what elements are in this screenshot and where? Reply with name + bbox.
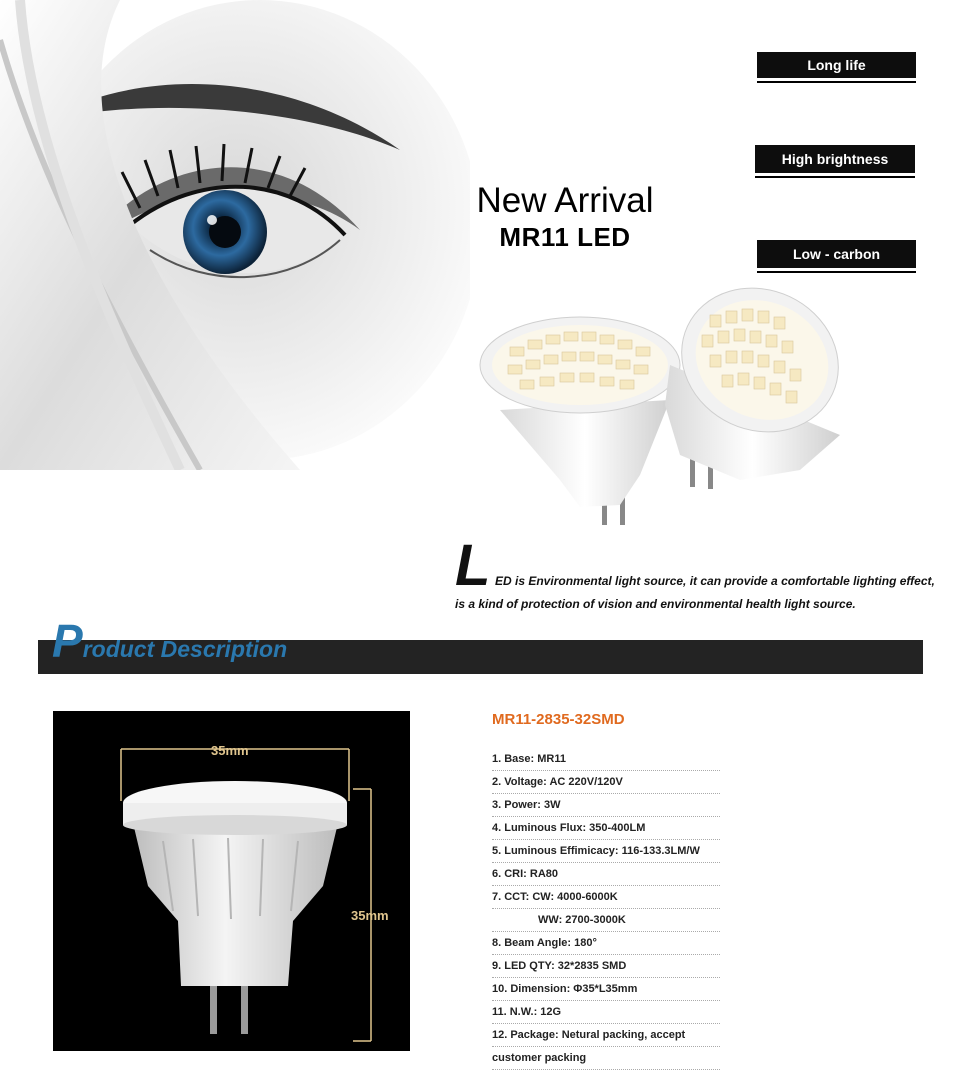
feature-tag-high-brightness: High brightness [755, 145, 915, 176]
spec-row: 5. Luminous Effimicacy: 116-133.3LM/W [492, 840, 720, 863]
section-title [52, 614, 287, 668]
headline-new-arrival: New Arrival [476, 181, 654, 220]
spec-row: 8. Beam Angle: 180° [492, 932, 720, 955]
feature-tag-low-carbon: Low - carbon [757, 240, 916, 271]
headline-product-name: MR11 LED [499, 222, 631, 252]
hero-headline [440, 180, 690, 252]
spec-row: 6. CRI: RA80 [492, 863, 720, 886]
spec-row: 3. Power: 3W [492, 794, 720, 817]
spec-row: customer packing [492, 1047, 720, 1070]
spec-row: 2. Voltage: AC 220V/120V [492, 771, 720, 794]
section-title-initial: P [52, 615, 83, 667]
width-dimension-label: 35mm [211, 743, 249, 758]
spec-row: 11. N.W.: 12G [492, 1001, 720, 1024]
spec-row: 10. Dimension: Φ35*L35mm [492, 978, 720, 1001]
feature-tag-long-life: Long life [757, 52, 916, 81]
hero-eye-image [0, 0, 470, 470]
spec-list [492, 748, 720, 1070]
spec-model-title: MR11-2835-32SMD [492, 711, 625, 728]
spec-row: 7. CCT: CW: 4000-6000K [492, 886, 720, 909]
led-intro-line-2: is a kind of protection of vision and environmental health light source. [455, 597, 856, 611]
spec-row: 4. Luminous Flux: 350-400LM [492, 817, 720, 840]
spec-row: 1. Base: MR11 [492, 748, 720, 771]
spec-row: 12. Package: Netural packing, accept [492, 1024, 720, 1047]
hero-bulbs-image [470, 285, 860, 530]
product-dimension-photo [53, 711, 410, 1051]
spec-row: 9. LED QTY: 32*2835 SMD [492, 955, 720, 978]
section-title-rest: roduct Description [82, 636, 288, 662]
spec-row: WW: 2700-3000K [492, 909, 720, 932]
led-intro-line-1: ED is Environmental light source, it can provide a comfortable lighting effect, [495, 574, 935, 588]
height-dimension-label: 35mm [351, 908, 389, 923]
led-initial-letter: L [455, 533, 491, 598]
